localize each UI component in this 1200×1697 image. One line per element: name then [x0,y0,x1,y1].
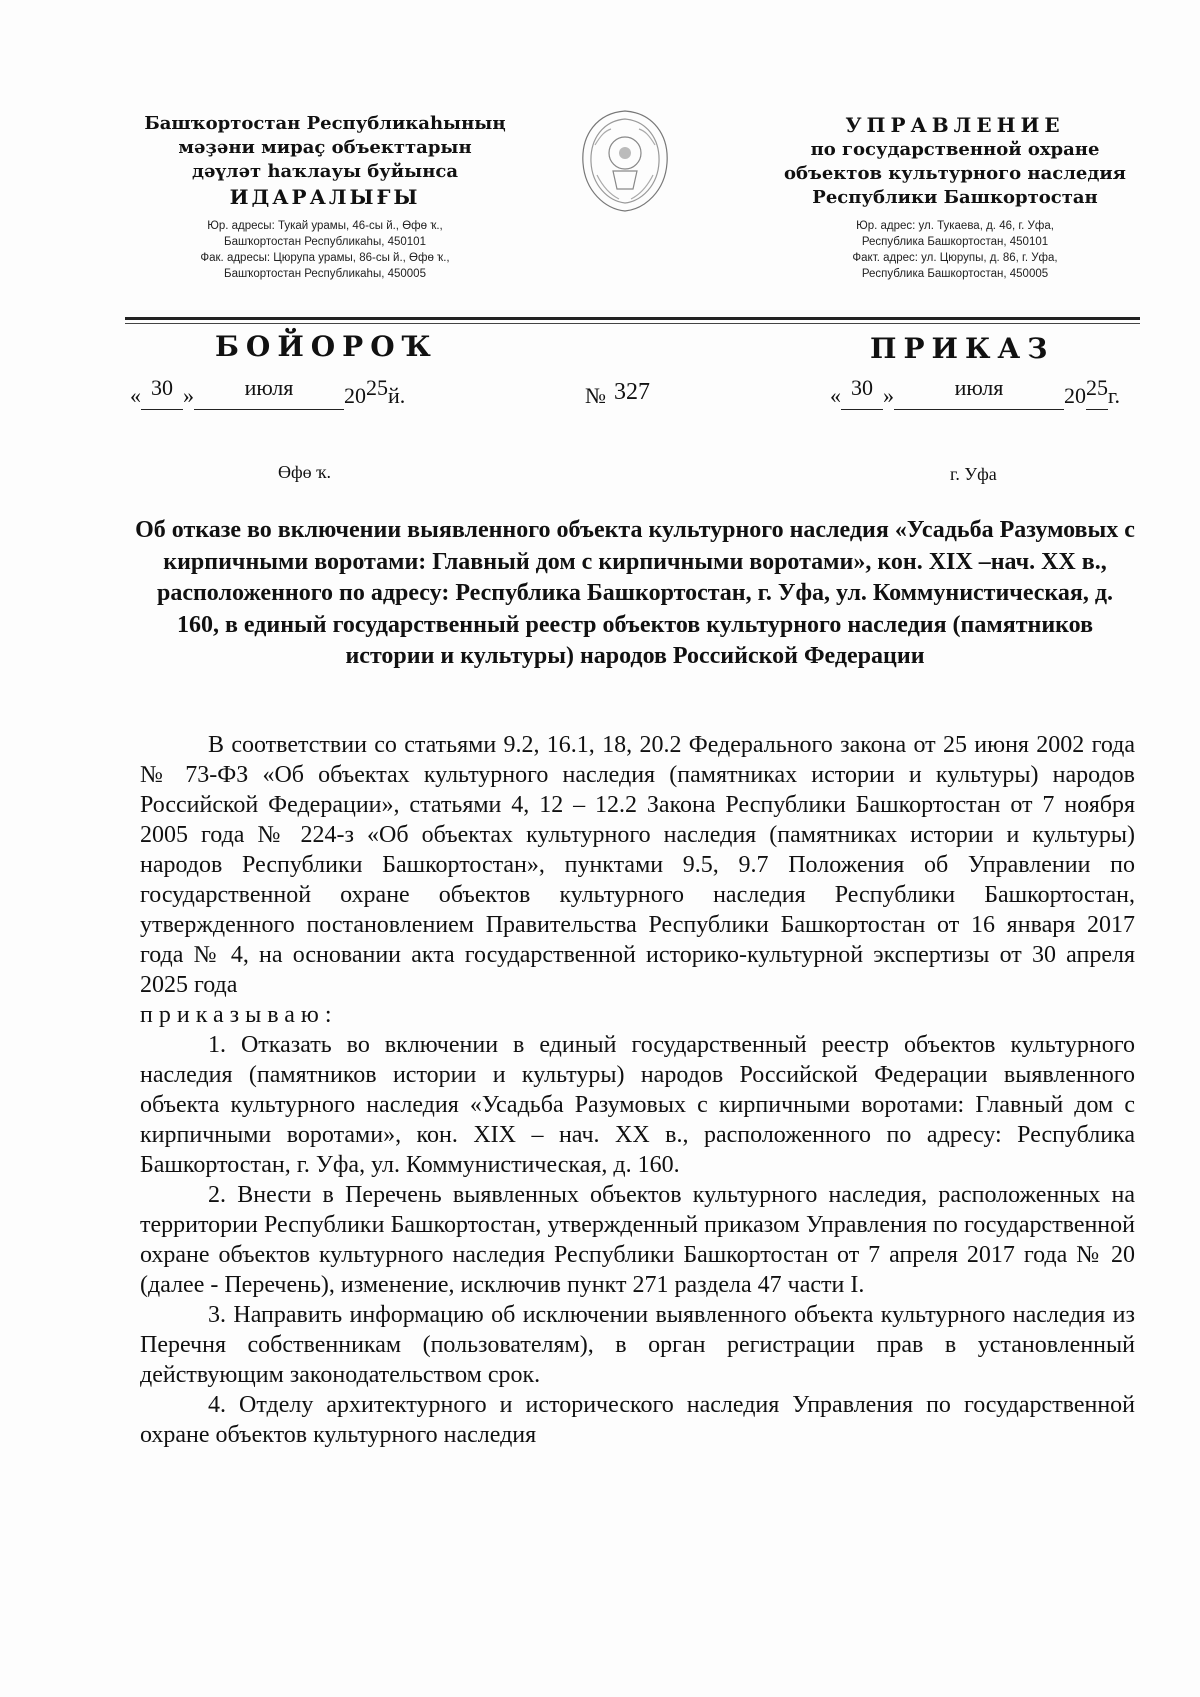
year-suffix: 25 [366,375,388,400]
header-right-address-line: Факт. адрес: ул. Цюрупы, д. 86, г. Уфа, [852,252,1058,264]
date-month: июля [954,375,1004,400]
date-month: июля [244,375,294,400]
preamble-paragraph: В соответствии со статьями 9.2, 16.1, 18, 20.2 Федерального закона от 25 июня 2002 года № 73-ФЗ «Об объектах культурного наследия (памятниках истории и культуры) народов Российской Федерации», статьями 4, 12 – 12.2 Закона Республики Башкортостан от 7 ноября 2005 года № 224-з «Об объектах культурного наследия (памятниках истории и культуры) народов Республики Башкортостан», пунктами 9.5, 9.7 Положения об Управлении по государственной охране объектов культурного наследия Республики Башкортостан, утвержденного постановлением Правительства Республики Башкортостан от 16 января 2017 года № 4, на основании акта государственной историко-культурной экспертизы от 30 апреля 2025 года [140,732,1135,998]
item-3: 3. Направить информацию об исключении выявленного объекта культурного наследия из Перечня собственникам (пользователям), в орган регистрации прав в установленный действующим законодательством срок. [140,1302,1135,1388]
header-left-line-2: мәҙәни мираҫ объекттарын [178,137,472,158]
header-right-address [780,218,1130,282]
date-suffix-right: г. [1108,383,1121,408]
year-prefix: 20 [344,383,366,408]
document-body [140,730,1135,1450]
header-right-title: УПРАВЛЕНИЕ [845,113,1065,137]
open-quote: « [130,383,141,408]
item-1: 1. Отказать во включении в единый государственный реестр объектов культурного наследия (памятников истории и культуры) народов Российской Федерации выявленного объекта культурного наследия «Усадьба Разумовых с кирпичными воротами: Главный дом с кирпичными воротами», кон. XIX – нач. XX в., расположенного по адресу: Республика Башкортостан, г. Уфа, ул. Коммунистическая, д. 160. [140,1032,1135,1178]
header-left-address-line: Фак. адресы: Цюрупа урамы, 86-сы й., Өфө ҡ., [200,252,450,264]
document-title: Об отказе во включении выявленного объекта культурного наследия «Усадьба Разумовых с кирпичными воротами: Главный дом с кирпичными воротами», кон. XIX –нач. XX в., расположенного по адресу: Республика Башкортостан, г. Уфа, ул. Коммунистическая, д. 160, в единый государственный реестр объектов культурного наследия (памятников истории и культуры) народов Российской Федерации [135,517,1135,669]
doc-type-bashkir: БОЙОРОҠ [215,330,438,363]
item-2: 2. Внести в Перечень выявленных объектов культурного наследия, расположенных на территории Республики Башкортостан, утвержденный приказом Управления по государственной охране объектов культурного наследия Республики Башкортостан от 7 апреля 2017 года № 20 (далее - Перечень), изменение, исключив пункт 271 раздела 47 части I. [140,1182,1135,1298]
header-right-address-line: Республика Башкортостан, 450005 [861,268,1049,280]
year-prefix: 20 [1064,383,1086,408]
order-number [585,379,650,410]
header-divider-thick [125,317,1140,320]
header-left-org [130,112,520,282]
item-4: 4. Отделу архитектурного и исторического наследия Управления по государственной охране объектов культурного наследия [140,1392,1135,1448]
header-left-title: ИДАРАЛЫҒЫ [229,185,421,209]
header-right-address-line: Юр. адрес: ул. Тукаева, д. 46, г. Уфа, [856,220,1054,232]
close-quote: » [883,383,894,408]
header-left-line-3: дәүләт һаҡлауы буйынса [191,161,458,182]
close-quote: » [183,383,194,408]
header-left-address-line: Башҡортостан Республикаһы, 450005 [224,268,426,280]
header-right-org [780,112,1130,282]
header-right-address-line: Республика Башкортостан, 450101 [861,236,1049,248]
date-day: 30 [151,375,173,400]
date-day: 30 [851,375,873,400]
number-value: 327 [614,379,650,405]
date-left [130,375,406,423]
header-right-line-2: объектов культурного наследия [784,163,1126,184]
header-right-line-1: по государственной охране [810,139,1100,160]
year-suffix: 25 [1086,375,1108,400]
header-left-line-1: Башҡортостан Республикаһының [144,113,506,134]
number-sign: № [585,383,606,408]
header-left-address-line: Башҡортостан Республикаһы, 450101 [224,236,426,248]
header-divider-thin [125,323,1140,324]
date-suffix-left: й. [388,383,406,408]
order-word: приказываю: [140,1002,338,1028]
date-right [830,375,1121,423]
header-right-line-3: Республики Башкортостан [812,187,1098,208]
open-quote: « [830,383,841,408]
header-left-address-line: Юр. адресы: Тукай урамы, 46-сы й., Өфө ҡ., [207,220,443,232]
city-russian: г. Уфа [950,464,997,484]
city-bashkir: Өфө ҡ. [278,462,331,482]
coat-of-arms-icon [575,105,675,215]
doc-type-russian: ПРИКАЗ [870,332,1055,365]
header-left-address [130,218,520,282]
